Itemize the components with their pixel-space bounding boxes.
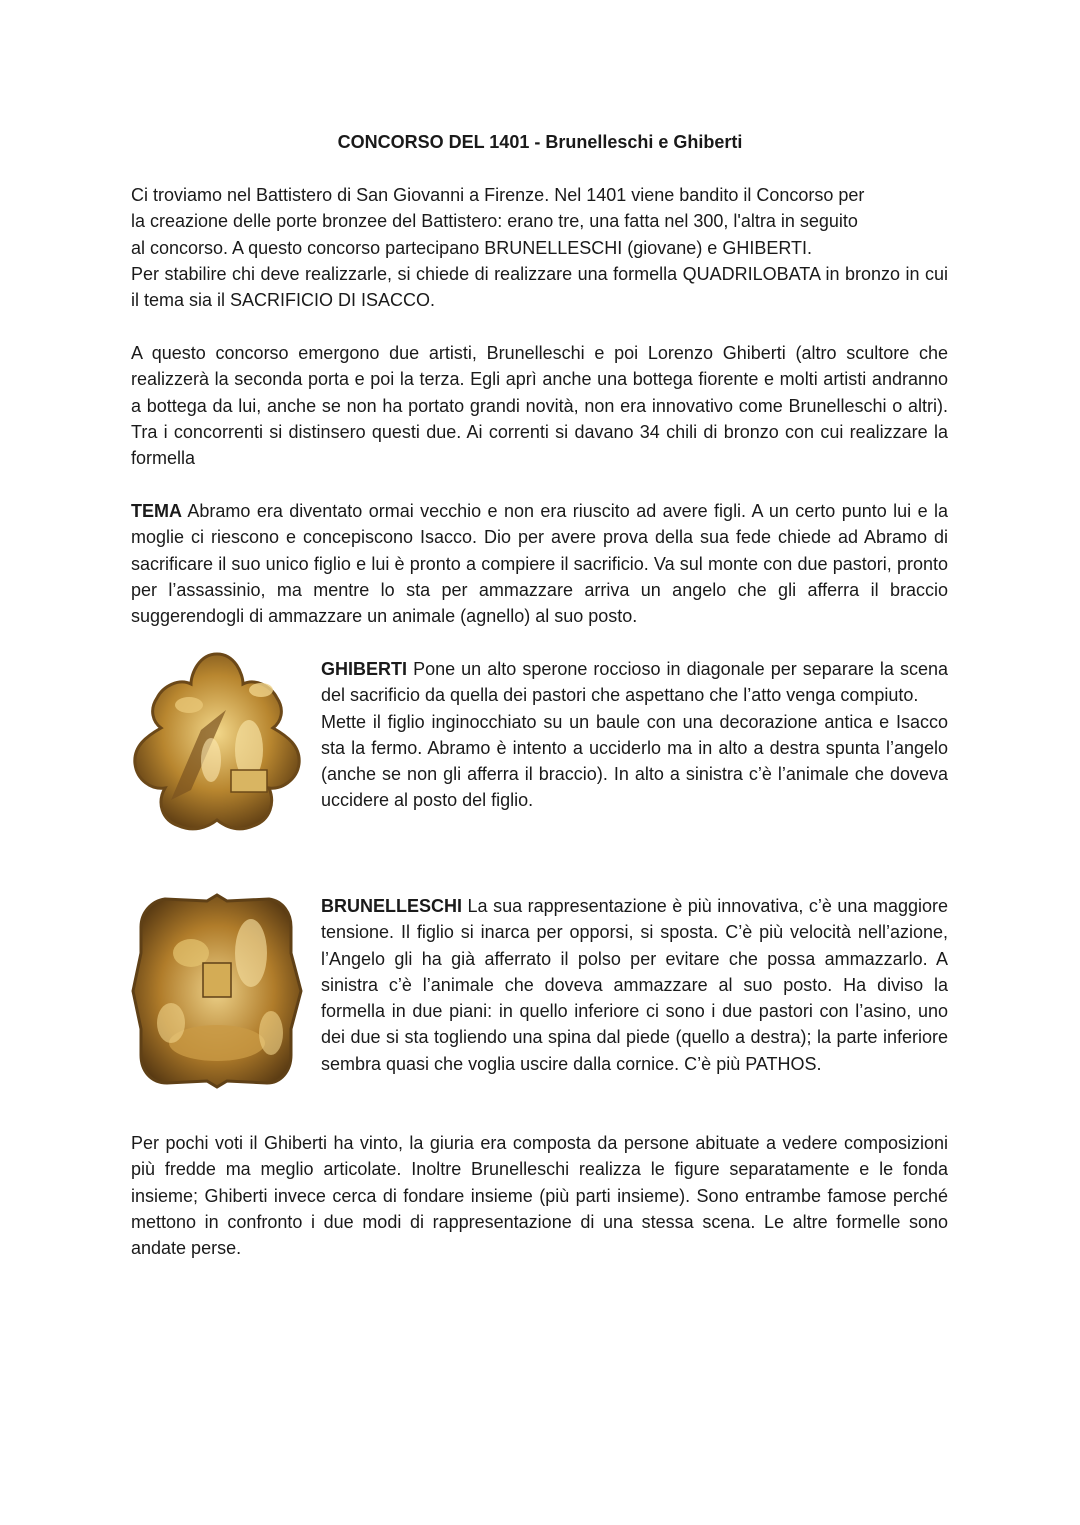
intro-line: al concorso. A questo concorso partecipano BRUNELLESCHI (giovane) e GHIBERTI. <box>131 237 813 258</box>
tema-label: TEMA <box>131 501 182 521</box>
quatrefoil-relief-icon <box>131 893 303 1089</box>
quatrefoil-relief-icon <box>131 650 303 836</box>
brunelleschi-paragraph <box>321 893 948 1077</box>
brunelleschi-relief-image <box>131 893 303 1089</box>
ghiberti-label: GHIBERTI <box>321 659 408 679</box>
intro-continued: Per stabilire chi deve realizzarle, si chiede di realizzare una formella QUADRILOBATA in bronzo in cui il tema sia il SACRIFICIO DI ISACCO. <box>131 263 948 311</box>
artists-paragraph: A questo concorso emergono due artisti, Brunelleschi e poi Lorenzo Ghiberti (altro scultore che realizzerà la seconda porta e poi la terza. Egli aprì anche una bottega fiorente e molti artisti andranno a bottega da lui, anche se non ha portato grandi novità, non era innovativo come Brunelleschi o altri). Tra i concorrenti si distinsero questi due. Ai correnti si davano 34 chili di bronzo con cui realizzare la formella <box>131 343 948 469</box>
ghiberti-relief-image <box>131 650 303 836</box>
brunelleschi-label: BRUNELLESCHI <box>321 896 463 916</box>
intro-line: Ci troviamo nel Battistero di San Giovanni a Firenze. Nel 1401 viene bandito il Concorso per <box>131 185 865 205</box>
tema-paragraph <box>131 498 948 629</box>
page-title: CONCORSO DEL 1401 - Brunelleschi e Ghiberti <box>337 132 743 152</box>
ghiberti-text: Pone un alto sperone roccioso in diagonale per separare la scena del sacrificio da quella dei pastori che aspettano che l’atto venga compiuto. <box>321 659 948 706</box>
intro-line: la creazione delle porte bronzee del Battistero: erano tre, una fatta nel 300, l'altra in seguito <box>131 211 858 232</box>
tema-text: Abramo era diventato ormai vecchio e non era riuscito ad avere figli. A un certo punto lui e la moglie ci riescono e concepiscono Isacco. Dio per avere prova della sua fede chiede ad Abramo di sacrificare il suo unico figlio e lui è pronto a compiere il sacrificio. Va sul monte con due pastori, pronto per l’assassinio, ma mentre lo sta per ammazzare arriva un angelo che gli afferra il braccio suggerendogli di ammazzare un animale (agnello) al suo posto. <box>131 501 948 627</box>
conclusion-paragraph: Per pochi voti il Ghiberti ha vinto, la giuria era composta da persone abituate a vedere composizioni più fredde ma meglio articolate. Inoltre Brunelleschi realizza le figure separatamente e le fonda insieme; Ghiberti invece cerca di fondare insieme (più parti insieme). Sono entrambe famose perché mettono in confronto i due modi di rappresentazione di una stessa scena. Le altre formelle sono andate perse. <box>131 1133 948 1259</box>
brunelleschi-text: La sua rappresentazione è più innovativa, c’è una maggiore tensione. Il figlio si inarca per opporsi, si sposta. C’è più velocità nell’azione, l’Angelo gli ha già afferrato il polso per evitare che possa ammazzarlo. A sinistra c’è l’animale che doveva ammazzare al suo posto. Ha diviso la formella in due piani: in quello inferiore ci sono i due pastori con l’asino, uno dei due si sta togliendo una spina dal piede (quello a destra); la parte inferiore sembra quasi che voglia uscire dalla cornice. C’è più PATHOS. <box>321 896 948 1074</box>
ghiberti-paragraph <box>321 656 948 814</box>
ghiberti-text-2: Mette il figlio inginocchiato su un baule con una decorazione antica e Isacco sta la fermo. Abramo è intento a ucciderlo ma in alto a destra spunta l’angelo (anche se non gli afferra il braccio). In alto a sinistra c’è l’animale che doveva uccidere al posto del figlio. <box>321 711 948 811</box>
intro-paragraph <box>131 182 948 313</box>
